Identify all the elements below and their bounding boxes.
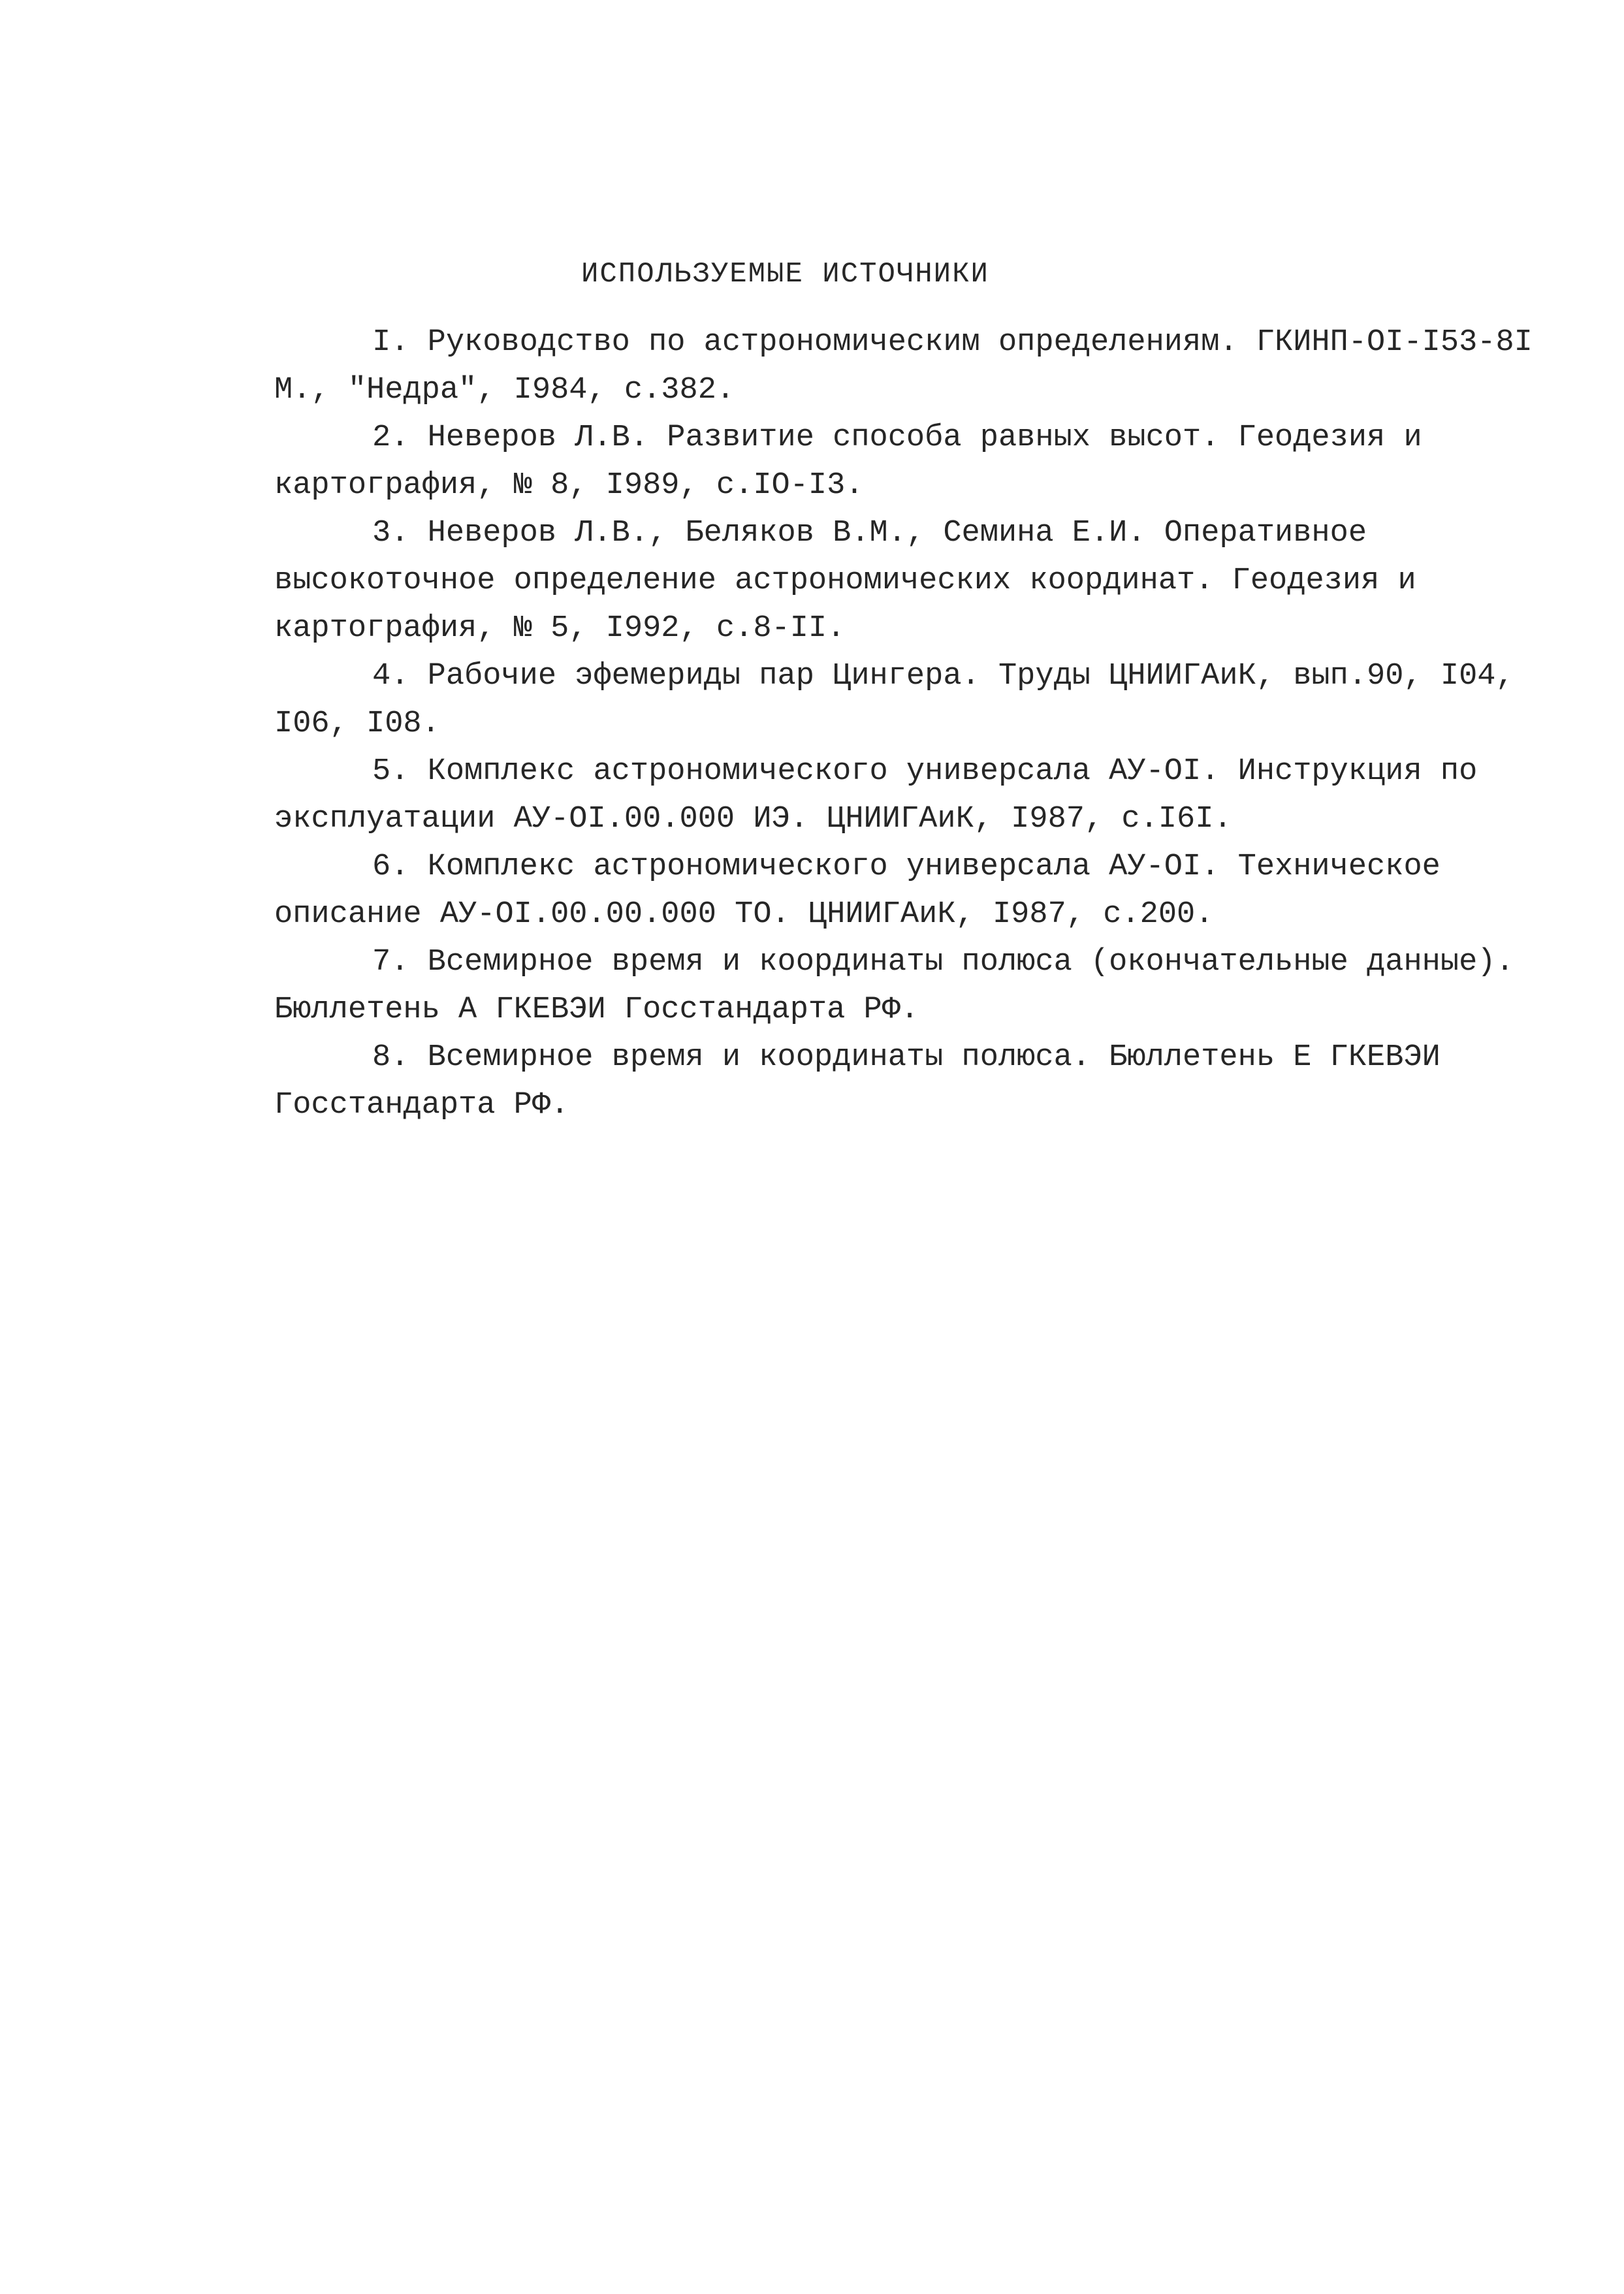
reference-item: 2. Неверов Л.В. Развитие способа равных высот. Геодезия и картография, № 8, I989, с.IO-I3. [274,421,1422,503]
section-heading: ИСПОЛЬЗУЕМЫЕ ИСТОЧНИКИ [581,258,989,291]
reference-item: 6. Комплекс астрономического универсала АУ-OI. Техническое описание АУ-OI.00.00.000 ТО. ЦНИИГАиК, I987, с.200. [274,850,1441,932]
reference-item: 8. Всемирное время и координаты полюса. Бюллетень Е ГКЕВЭИ Госстандарта РФ. [274,1040,1441,1123]
reference-item: 3. Неверов Л.В., Беляков В.М., Семина Е.И. Оперативное высокоточное определение астрономических координат. Геодезия и картография, № 5, I992, с.8-II. [274,516,1416,646]
reference-item: 4. Рабочие эфемериды пар Цингера. Труды ЦНИИГАиК, вып.90, I04, I06, I08. [274,659,1514,741]
reference-list [274,319,1580,1129]
reference-item: 7. Всемирное время и координаты полюса (окончательные данные). Бюллетень А ГКЕВЭИ Госстандарта РФ. [274,945,1514,1027]
reference-item: 5. Комплекс астрономического универсала АУ-OI. Инструкция по эксплуатации АУ-OI.00.000 ИЭ. ЦНИИГАиК, I987, с.I6I. [274,754,1478,836]
reference-item: I. Руководство по астрономическим определениям. ГКИНП-OI-I53-8I М., "Недра", I984, с.382. [274,325,1533,407]
